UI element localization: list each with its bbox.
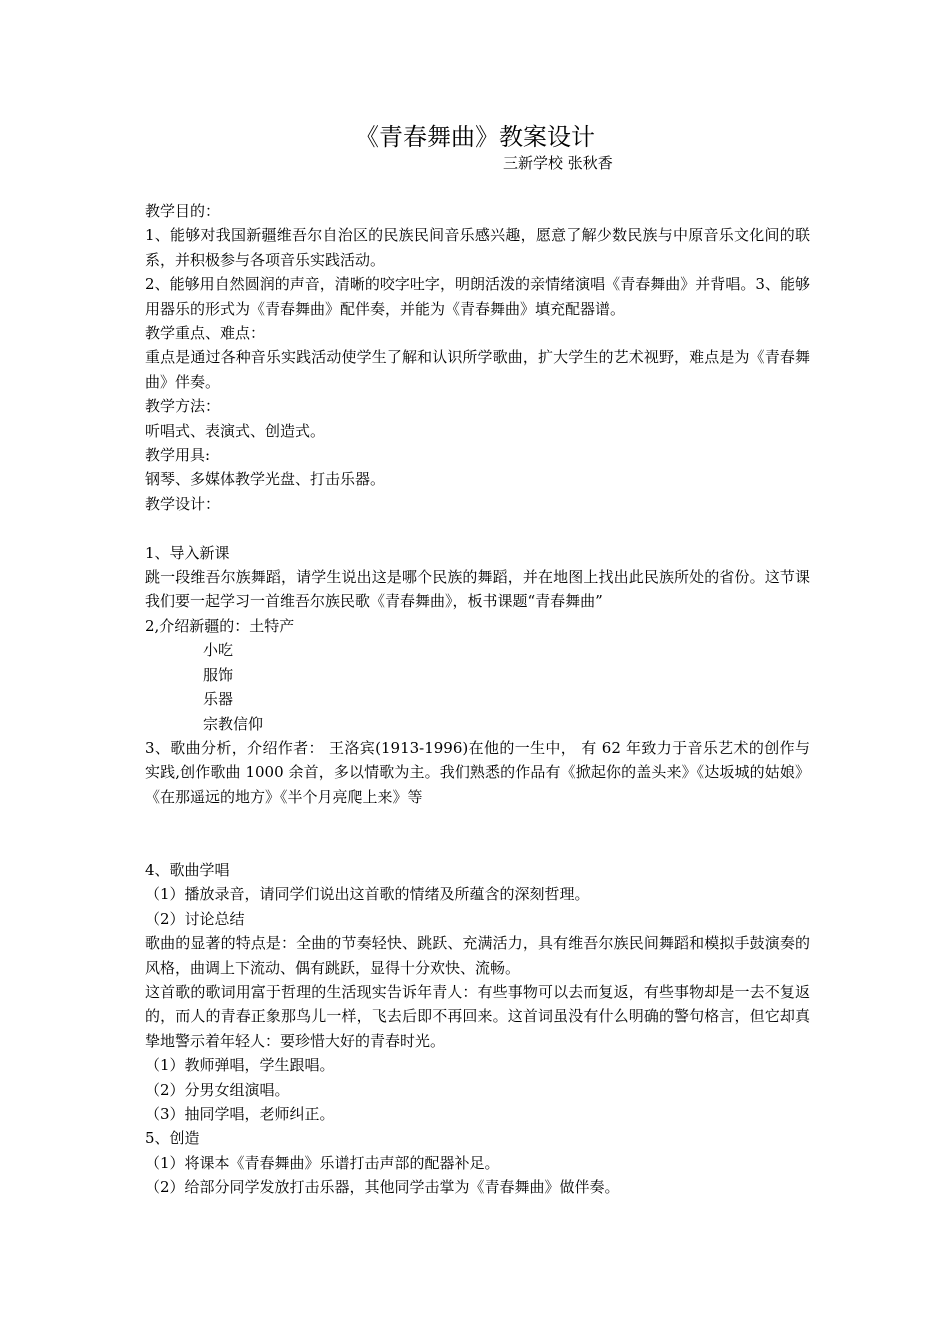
methods-text: 听唱式、表演式、创造式。 [145,421,326,440]
section-4-heading: 4、歌曲学唱 [145,860,230,879]
tools-text: 钢琴、多媒体教学光盘、打击乐器。 [145,470,386,489]
heading-objectives: 教学目的： [145,202,221,220]
heading-methods: 教学方法： [145,397,221,416]
song-lyrics-text: 这首歌的歌词用富于哲理的生活现实告诉年青人：有些事物可以去而复返，有些事物却是一去不复返的，而人的青春正象那鸟儿一样，飞去后即不再回来。这首词虽没有什么明确的警句格言，但它却真挚地警示着年轻人：要珍惜大好的青春时光。 [145,982,810,1050]
section-3-text: 3、歌曲分析，介绍作者： 王洛宾(1913-1996)在他的一生中， 有 62 年致力于音乐艺术的创作与实践,创作歌曲 1000 余首，多以情歌为主。我们熟悉的作品有《掀起你的盖头来》《达坂城的姑娘》《在那遥远的地方》《半个月亮爬上来》等 [145,738,810,806]
xinjiang-item-religion: 宗教信仰 [203,714,264,733]
section-4-step-2: （2）讨论总结 [145,909,245,928]
section-4-step-1: （1）播放录音，请同学们说出这首歌的情绪及所蕴含的深刻哲理。 [145,885,590,904]
heading-tools: 教学用具: [145,446,211,465]
document-body [145,199,810,1200]
document-title: 《青春舞曲》教案设计 [355,123,595,151]
section-1-heading: 1、导入新课 [145,543,230,562]
section-5-heading: 5、创造 [145,1129,200,1148]
xinjiang-item-instruments: 乐器 [203,690,234,709]
section-5-step-1: （1）将课本《青春舞曲》乐谱打击声部的配器补足。 [145,1153,500,1172]
spacer [145,516,810,540]
author-line: 三新学校 张秋香 [503,154,613,172]
objective-1: 1、能够对我国新疆维吾尔自治区的民族民间音乐感兴趣，愿意了解少数民族与中原音乐文化间的联系，并积极参与各项音乐实践活动。 [145,226,810,269]
heading-key-points: 教学重点、难点： [145,324,266,343]
section-5-step-2: （2）给部分同学发放打击乐器，其他同学击掌为《青春舞曲》做伴奏。 [145,1178,620,1197]
xinjiang-item-snacks: 小吃 [203,641,234,660]
song-features-text: 歌曲的显著的特点是：全曲的节奏轻快、跳跃、充满活力，具有维吾尔族民间舞蹈和模拟手鼓演奏的风格，曲调上下流动、偶有跳跃，显得十分欢快、流畅。 [145,934,810,977]
section-4-practice-3: （3）抽同学唱，老师纠正。 [145,1105,335,1123]
xinjiang-item-costume: 服饰 [203,665,234,684]
spacer [145,809,810,858]
section-1-text: 跳一段维吾尔族舞蹈，请学生说出这是哪个民族的舞蹈，并在地图上找出此民族所处的省份。这节课我们要一起学习一首维吾尔族民歌《青春舞曲》，板书课题“青春舞曲” [145,568,810,611]
section-4-practice-1: （1）教师弹唱，学生跟唱。 [145,1056,335,1075]
key-points-text: 重点是通过各种音乐实践活动使学生了解和认识所学歌曲，扩大学生的艺术视野，难点是为《青春舞曲》伴奏。 [145,348,810,391]
objective-2-3: 2、能够用自然圆润的声音，清晰的咬字吐字，明朗活泼的亲情绪演唱《青春舞曲》并背唱。3、能够用器乐的形式为《青春舞曲》配伴奏，并能为《青春舞曲》填充配器谱。 [145,275,810,318]
section-4-practice-2: （2）分男女组演唱。 [145,1080,290,1099]
section-2-heading: 2,介绍新疆的：土特产 [145,616,295,635]
heading-design: 教学设计： [145,494,221,513]
